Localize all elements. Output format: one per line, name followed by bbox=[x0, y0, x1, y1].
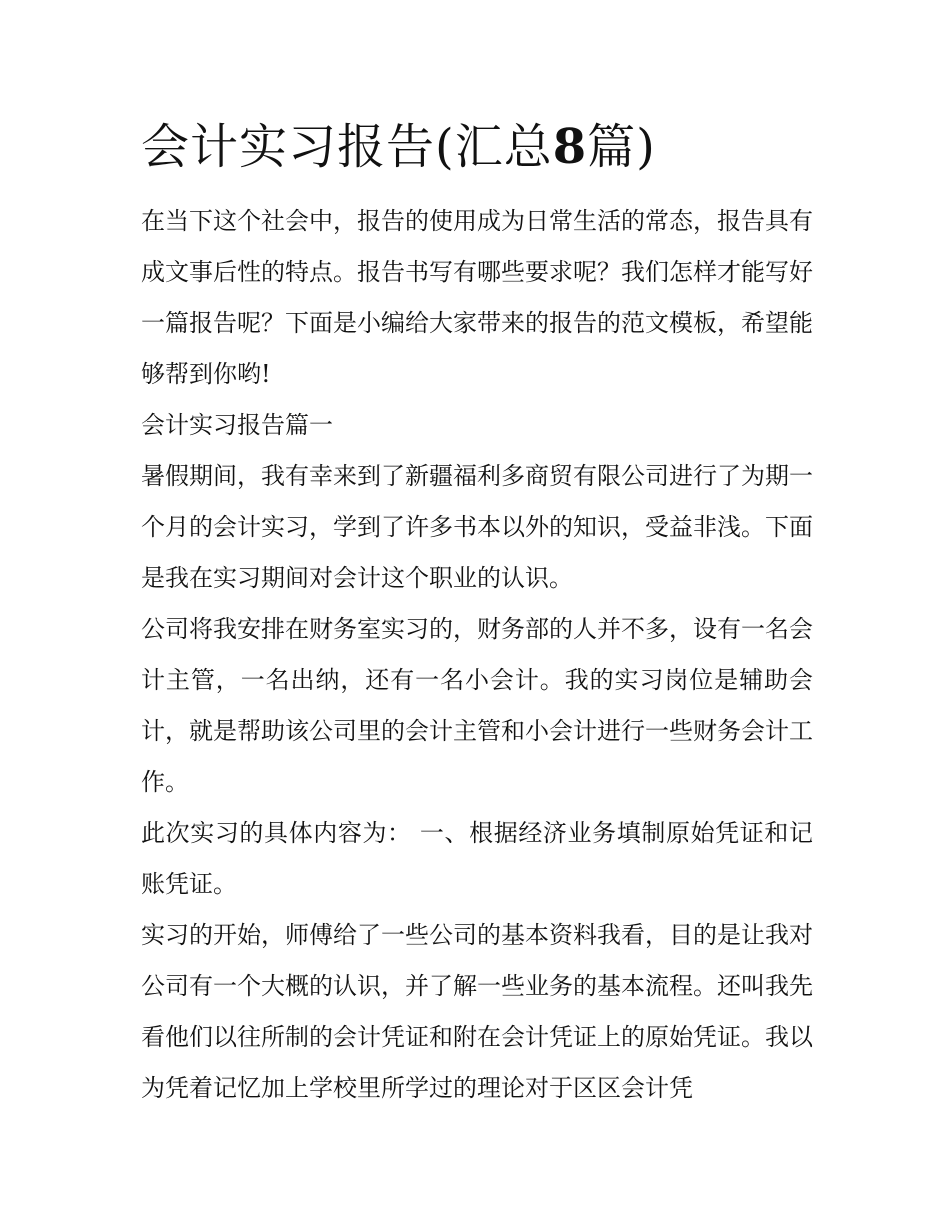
body-paragraph-4: 实习的开始，师傅给了一些公司的基本资料我看，目的是让我对公司有一个大概的认识，并了解一些业务的基本流程。还叫我先看他们以往所制的会计凭证和附在会计凭证上的原始凭证。我以为凭着记忆加上学校里所学过的理论对于区区会计凭 bbox=[141, 921, 813, 1102]
body-paragraph-3: 此次实习的具体内容为： 一、根据经济业务填制原始凭证和记账凭证。 bbox=[141, 819, 813, 898]
title-prefix: 会计实习报告(汇总 bbox=[141, 119, 553, 175]
section-heading-1: 会计实习报告篇一 bbox=[141, 411, 333, 439]
title-number: 8 bbox=[552, 119, 588, 175]
intro-paragraph: 在当下这个社会中，报告的使用成为日常生活的常态，报告具有成文事后性的特点。报告书写有哪些要求呢？我们怎样才能写好一篇报告呢？下面是小编给大家带来的报告的范文模板，希望能够帮到你哟! bbox=[141, 207, 813, 388]
body-paragraph-2: 公司将我安排在财务室实习的，财务部的人并不多，设有一名会计主管，一名出纳，还有一名小会计。我的实习岗位是辅助会计，就是帮助该公司里的会计主管和小会计进行一些财务会计工作。 bbox=[141, 615, 813, 796]
body-paragraph-1: 暑假期间，我有幸来到了新疆福利多商贸有限公司进行了为期一个月的会计实习，学到了许多书本以外的知识，受益非浅。下面是我在实习期间对会计这个职业的认识。 bbox=[141, 462, 813, 592]
title-suffix: 篇) bbox=[587, 119, 656, 175]
document-title bbox=[141, 114, 813, 180]
document-body bbox=[141, 114, 813, 1114]
